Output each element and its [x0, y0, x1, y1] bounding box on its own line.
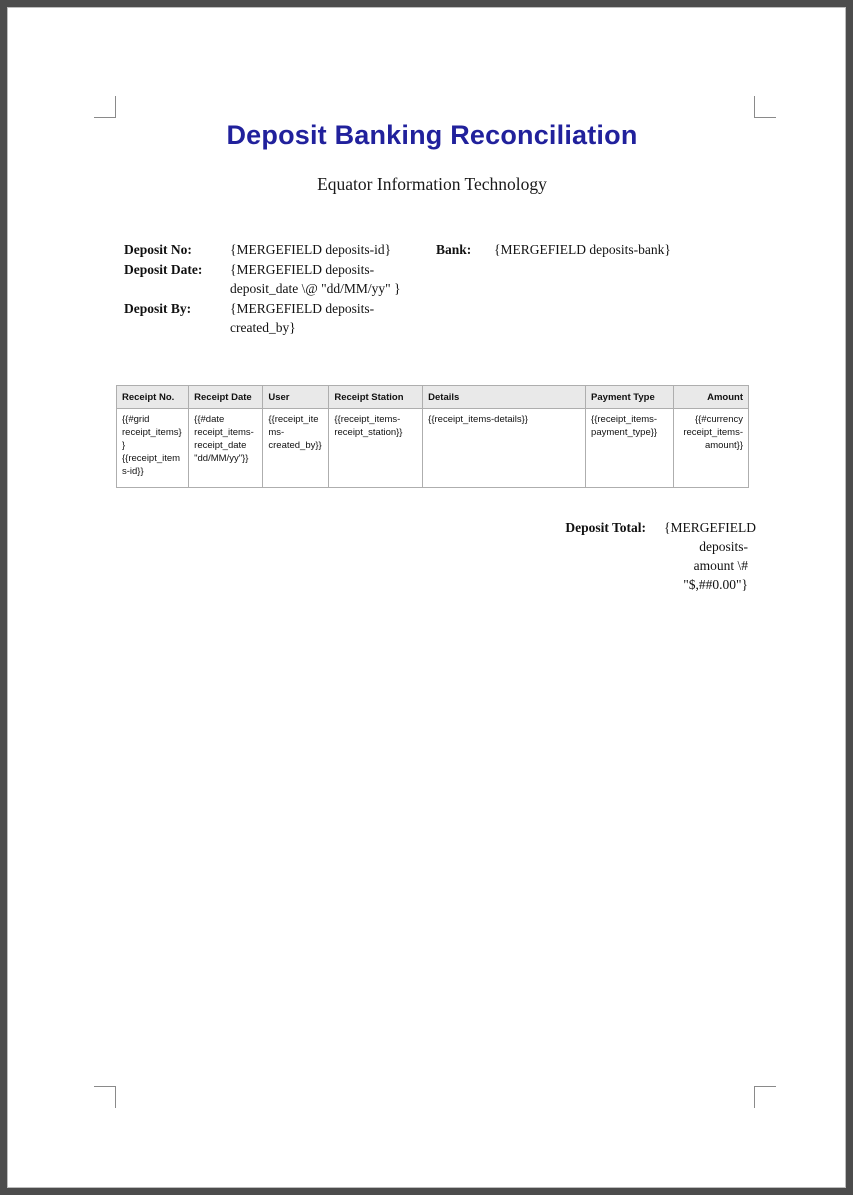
cell-receipt-station: {{receipt_items-receipt_station}}: [329, 409, 423, 488]
cell-amount: {{#currency receipt_items-amount}}: [673, 409, 748, 488]
column-header-amount: Amount: [673, 386, 748, 409]
deposit-date-value: {MERGEFIELD deposits-deposit_date \@ "dd/MM/yy" }: [230, 262, 401, 296]
cell-user: {{receipt_items-created_by}}: [263, 409, 329, 488]
cell-receipt-no: {{#grid receipt_items}}{{receipt_items-id}}: [117, 409, 189, 488]
cell-receipt-date: {{#date receipt_items-receipt_date "dd/MM/yy"}}: [189, 409, 263, 488]
document-page: [8, 8, 845, 1187]
column-header-receipt-date: Receipt Date: [189, 386, 263, 409]
deposit-meta-block: [124, 240, 748, 338]
table-row: [117, 409, 749, 488]
column-header-receipt-no: Receipt No.: [117, 386, 189, 409]
deposit-by-value: {MERGEFIELD deposits-created_by}: [230, 301, 375, 335]
deposit-date-label: Deposit Date:: [124, 262, 203, 277]
bank-label: Bank:: [436, 242, 472, 257]
cell-details: {{receipt_items-details}}: [423, 409, 586, 488]
deposit-no-value: {MERGEFIELD deposits-id}: [230, 242, 392, 257]
meta-row-deposit-no: [124, 240, 748, 259]
column-header-user: User: [263, 386, 329, 409]
column-header-receipt-station: Receipt Station: [329, 386, 423, 409]
page-title: Deposit Banking Reconciliation: [226, 120, 638, 150]
table-header-row: [117, 386, 749, 409]
page-subtitle: Equator Information Technology: [317, 174, 547, 194]
crop-mark-top-left: [94, 96, 116, 118]
crop-mark-bottom-left: [94, 1086, 116, 1108]
receipt-items-table: [116, 385, 749, 488]
deposit-total-value: {MERGEFIELD deposits-amount \# "$,##0.00"}: [664, 520, 756, 592]
crop-mark-top-right: [754, 96, 776, 118]
deposit-by-label: Deposit By:: [124, 301, 192, 316]
crop-mark-bottom-right: [754, 1086, 776, 1108]
column-header-payment-type: Payment Type: [586, 386, 674, 409]
bank-value: {MERGEFIELD deposits-bank}: [494, 242, 671, 257]
cell-payment-type: {{receipt_items-payment_type}}: [586, 409, 674, 488]
deposit-total-label: Deposit Total:: [565, 520, 646, 535]
deposit-total-block: [448, 518, 756, 594]
deposit-no-label: Deposit No:: [124, 242, 192, 257]
column-header-details: Details: [423, 386, 586, 409]
meta-row-deposit-date: [124, 260, 748, 298]
meta-row-deposit-by: [124, 299, 748, 337]
